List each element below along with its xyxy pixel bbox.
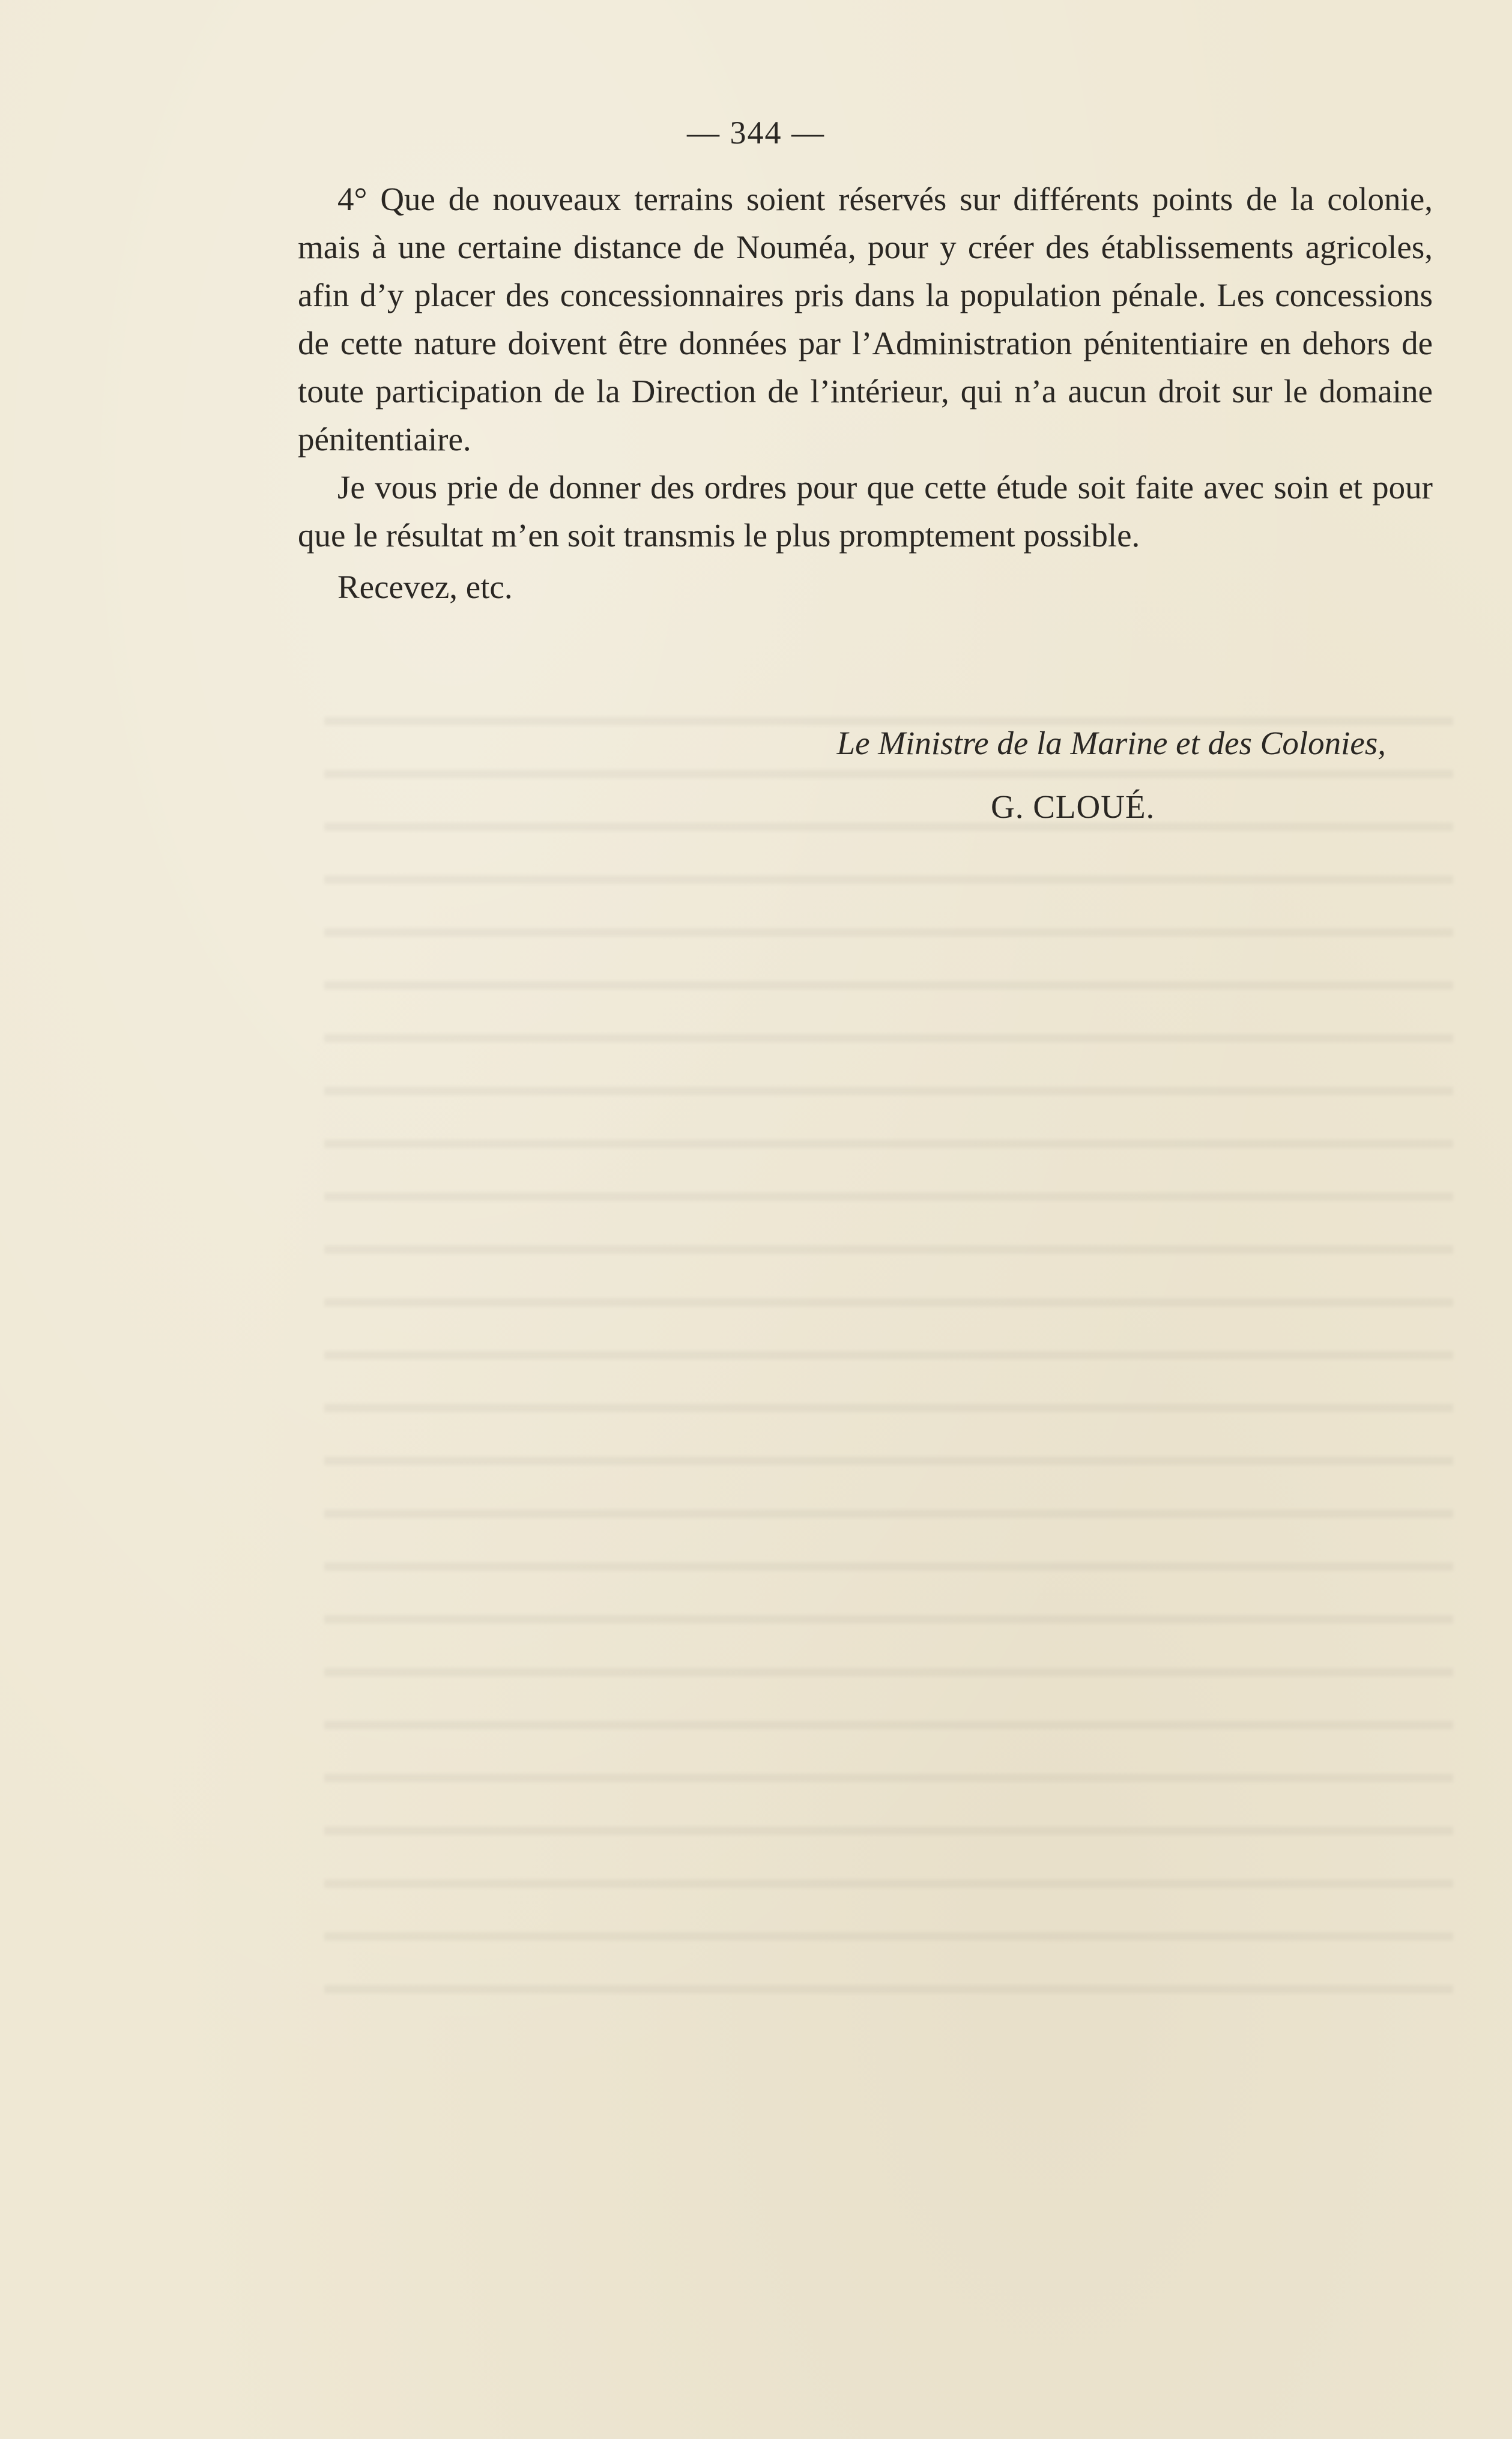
page-number: — 344 —	[687, 115, 825, 151]
closing-formula: Recevez, etc.	[337, 569, 513, 605]
signatory-title: Le Ministre de la Marine et des Colonies,	[836, 725, 1386, 761]
reverse-side-show-through	[324, 691, 1453, 2036]
paragraph-request: Je vous prie de donner des ordres pour que cette étude soit faite avec soin et pour que le résultat m’en soit transmis le plus promptement possible.	[298, 469, 1433, 554]
letter-body	[298, 175, 1433, 611]
signatory-name: G. CLOUÉ.	[991, 788, 1155, 825]
paragraph-concessions: 4° Que de nouveaux terrains soient réservés sur différents points de la colonie, mais à une certaine distance de Nouméa, pour y créer des établissements agricoles, afin d’y placer des concessionnaires pris dans la population pénale. Les concessions de cette nature doivent être données par l’Administration pénitentiaire en dehors de toute participation de la Direction de l’intérieur, qui n’a aucun droit sur le domaine pénitentiaire.	[298, 181, 1433, 458]
